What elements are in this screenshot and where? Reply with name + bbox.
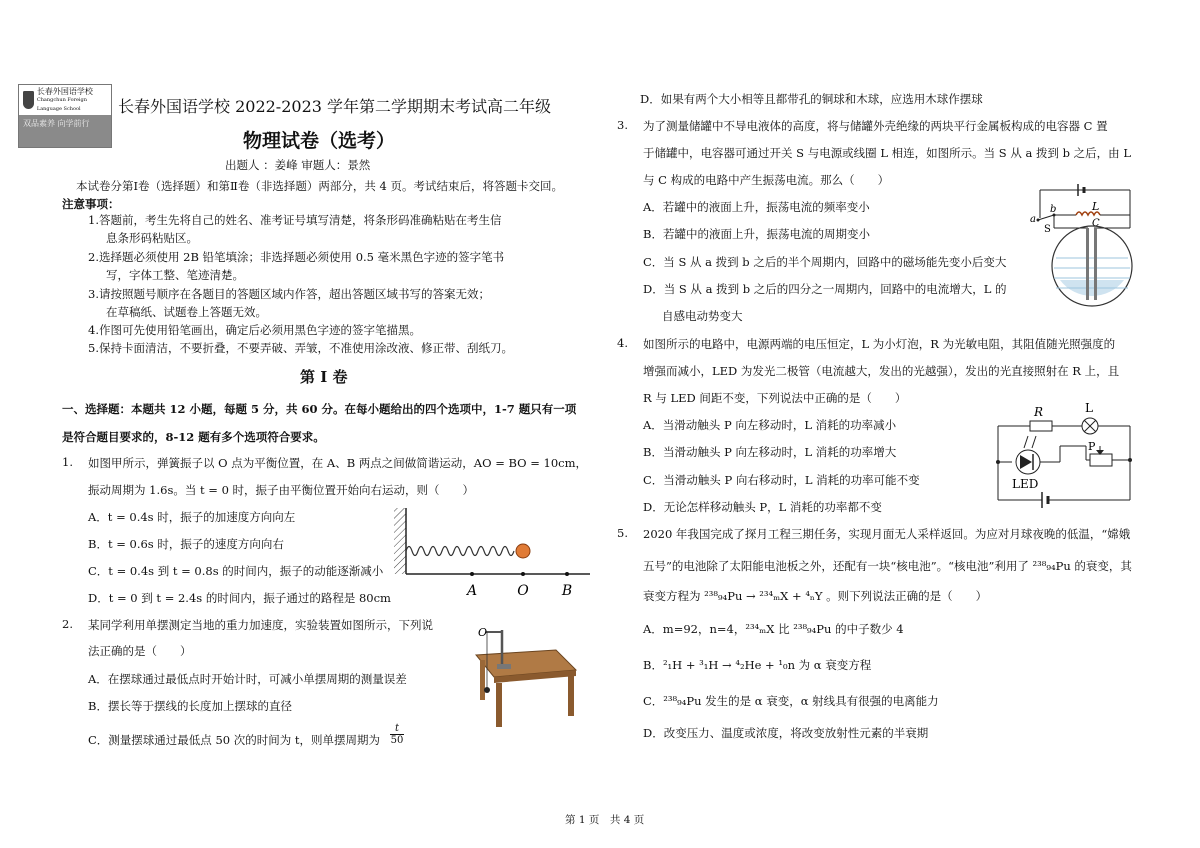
authors-line: 出题人 ：姜峰 审题人：景然 xyxy=(225,158,371,172)
label-o: O xyxy=(478,626,488,639)
option-a: A．当滑动触头 P 向左移动时，L 消耗的功率减小 xyxy=(643,418,897,432)
label-p: P xyxy=(1088,440,1096,453)
option-d: D．t = 0 到 t = 2.4s 的时间内，振子通过的路程是 80cm xyxy=(88,591,391,605)
label-b: B xyxy=(561,583,573,599)
spring xyxy=(406,547,514,556)
rheostat xyxy=(1090,454,1112,466)
notice-item: 2.选择题必须使用 2B 铅笔填涂；非选择题必须使用 0.5 毫米黑色字迹的签字笔书 xyxy=(88,250,505,264)
question-stem: 如图甲所示，弹簧振子以 O 点为平衡位置，在 A、B 两点之间做简谐运动，AO = BO = 10cm， xyxy=(88,456,587,470)
option-c: C．²³⁸₉₄Pu 发生的是 α 衰变，α 射线具有很强的电离能力 xyxy=(643,694,939,708)
option-d: D．改变压力、温度或浓度，将改变放射性元素的半衰期 xyxy=(643,726,929,740)
fraction-numerator: t xyxy=(390,723,404,735)
notice-item: 1.答题前，考生先将自己的姓名、准考证号填写清楚，将条形码准确粘贴在考生信 xyxy=(88,213,502,227)
question-stem: 于储罐中，电容器可通过开关 S 与电源或线圈 L 相连，如图所示。当 S 从 a 拨到 b 之后，由 L xyxy=(643,146,1131,160)
option-b: B．t = 0.6s 时，振子的速度方向向右 xyxy=(88,537,284,551)
option-a: A．若罐中的液面上升，振荡电流的频率变小 xyxy=(643,200,870,214)
label-s: S xyxy=(1044,224,1051,235)
option-c: C．当 S 从 a 拨到 b 之后的半个周期内，回路中的磁场能先变小后变大 xyxy=(643,255,1007,269)
section-intro: 一、选择题：本题共 12 小题，每题 5 分，共 60 分。在每小题给出的四个选项中，1-7 题只有一项 xyxy=(62,402,577,416)
question-stem: 如图所示的电路中，电源两端的电压恒定，L 为小灯泡，R 为光敏电阻，其阻值随光照强度的 xyxy=(643,337,1116,351)
wall xyxy=(394,508,406,574)
option-b: B．²₁H + ³₁H → ⁴₂He + ¹₀n 为 α 衰变方程 xyxy=(643,658,872,672)
option-a: A．在摆球通过最低点时开始计时，可减小单摆周期的测量误差 xyxy=(88,672,407,686)
option-d: D．当 S 从 a 拨到 b 之后的四分之一周期内，回路中的电流增大，L 的 xyxy=(643,282,1007,296)
lc-tank-figure xyxy=(1030,180,1142,308)
intro-text: 本试卷分第Ⅰ卷（选择题）和第Ⅱ卷（非选择题）两部分，共 4 页。考试结束后，将答题卡交回。 xyxy=(76,179,563,193)
school-logo xyxy=(18,84,112,148)
question-stem: 增强而减小，LED 为发光二极管（电流越大，发出的光越强），发出的光直接照射在 R 上，且 xyxy=(643,364,1120,378)
oscillator-ball xyxy=(516,544,530,558)
label-c: C xyxy=(1092,218,1100,229)
fraction xyxy=(390,723,404,746)
option-b: B．若罐中的液面上升，振荡电流的周期变小 xyxy=(643,227,870,241)
notice-item: 3.请按照题号顺序在各题目的答题区域内作答，超出答题区域书写的答案无效； xyxy=(88,287,490,301)
page-title: 物理试卷（选考） xyxy=(243,130,396,152)
label-a: a xyxy=(1030,214,1036,225)
option-b: B．摆长等于摆线的长度加上摆球的直径 xyxy=(88,699,292,713)
option-d: D．无论怎样移动触头 P，L 消耗的功率都不变 xyxy=(643,500,882,514)
table-leg xyxy=(568,676,574,716)
question-stem: 衰变方程为 ²³⁸₉₄Pu → ²³⁴ₘX + ⁴ₙY 。则下列说法正确的是（ ） xyxy=(643,589,988,603)
question-stem: R 与 LED 间距不变，下列说法中正确的是（ ） xyxy=(643,391,907,405)
option-c: C．测量摆球通过最低点 50 次的时间为 t，则单摆周期为 xyxy=(88,733,381,747)
option-d-continued: 自感电动势变大 xyxy=(662,309,743,323)
label-l: L xyxy=(1085,401,1093,415)
notice-item: 5.保持卡面清洁，不要折叠，不要弄破、弄皱，不准使用涂改液、修正带、刮纸刀。 xyxy=(88,341,513,355)
question-number: 2. xyxy=(62,617,73,631)
fraction-denominator: 50 xyxy=(390,735,404,746)
question-stem: 为了测量储罐中不导电液体的高度，将与储罐外壳绝缘的两块平行金属板构成的电容器 C 置 xyxy=(643,119,1108,133)
notice-heading: 注意事项： xyxy=(62,197,120,211)
label-r: R xyxy=(1034,405,1044,419)
option-d: D．如果有两个大小相等且都带孔的铜球和木球，应选用木球作摆球 xyxy=(640,92,983,106)
question-stem: 某同学利用单摆测定当地的重力加速度，实验装置如图所示，下列说 xyxy=(88,618,433,632)
capacitor-plate xyxy=(1094,228,1097,300)
question-stem: 五号”的电池除了太阳能电池板之外，还配有一块“核电池”。“核电池”利用了 ²³⁸₉₄Pu 的衰变，其 xyxy=(643,559,1132,573)
table-leg xyxy=(496,683,502,727)
question-stem: 与 C 构成的电路中产生振荡电流。那么（ ） xyxy=(643,173,890,187)
pendulum-table-figure xyxy=(466,620,578,730)
question-number: 1. xyxy=(62,455,73,469)
option-a: A．t = 0.4s 时，振子的加速度方向向左 xyxy=(88,510,296,524)
school-line: 长春外国语学校 2022-2023 学年第二学期期末考试高二年级 xyxy=(118,97,552,116)
label-b: b xyxy=(1050,204,1057,215)
question-stem: 2020 年我国完成了探月工程三期任务，实现月面无人采样返回。为应对月球夜晚的低温，“嫦娥 xyxy=(643,527,1131,541)
label-o: O xyxy=(517,583,529,599)
notice-item: 写，字体工整、笔迹清楚。 xyxy=(106,268,244,282)
school-crest-icon xyxy=(23,91,34,109)
logo-text-en: Changchun Foreign Language School xyxy=(36,96,87,112)
section-intro: 是符合题目要求的，8-12 题有多个选项符合要求。 xyxy=(62,430,325,444)
option-c: C．当滑动触头 P 向右移动时，L 消耗的功率可能不变 xyxy=(643,473,920,487)
label-l: L xyxy=(1092,200,1100,213)
question-number: 3. xyxy=(617,118,628,132)
pendulum-bob xyxy=(484,687,490,693)
option-a: A．m=92，n=4，²³⁴ₘX 比 ²³⁸₉₄Pu 的中子数少 4 xyxy=(643,622,904,636)
logo-text-cn: 长春外国语学校 xyxy=(36,86,93,96)
photoresistor-r xyxy=(1030,421,1052,431)
label-led: LED xyxy=(1012,477,1039,491)
option-c: C．t = 0.4s 到 t = 0.8s 的时间内，振子的动能逐渐减小 xyxy=(88,564,384,578)
label-a: A xyxy=(466,583,478,599)
notice-item: 息条形码粘贴区。 xyxy=(106,231,198,245)
capacitor-plate xyxy=(1086,228,1089,300)
notice-item: 在草稿纸、试题卷上答题无效。 xyxy=(106,305,267,319)
part-title: 第 Ⅰ 卷 xyxy=(300,368,348,386)
led-circuit-figure xyxy=(990,400,1140,515)
page-number: 第 1 页 共 4 页 xyxy=(565,814,645,826)
notice-item: 4.作图可先使用铅笔画出，确定后必须用黑色字迹的签字笔描黑。 xyxy=(88,323,421,337)
question-number: 5. xyxy=(617,526,628,540)
option-b: B．当滑动触头 P 向左移动时，L 消耗的功率增大 xyxy=(643,445,897,459)
question-number: 4. xyxy=(617,336,628,350)
logo-motto: 双品素养 向学前行 xyxy=(19,115,111,147)
question-stem: 振动周期为 1.6s。当 t = 0 时，振子由平衡位置开始向右运动，则（ ） xyxy=(88,483,475,497)
spring-oscillator-figure xyxy=(392,506,592,601)
question-stem: 法正确的是（ ） xyxy=(88,644,192,658)
